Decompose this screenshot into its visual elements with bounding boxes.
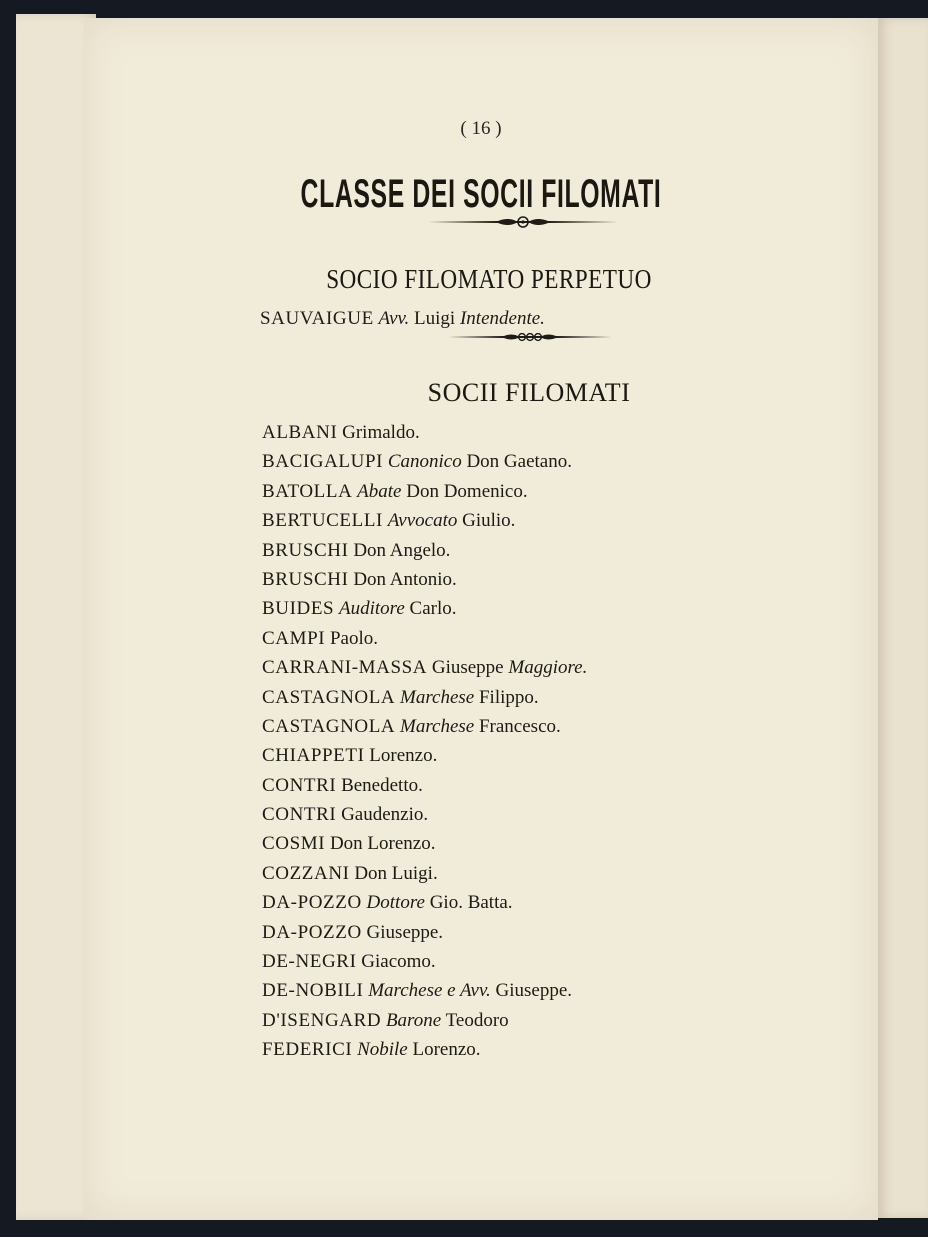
member-name: Grimaldo. xyxy=(342,422,420,443)
list-item xyxy=(262,653,587,682)
member-surname: BATOLLA xyxy=(262,480,353,502)
member-surname: CASTAGNOLA xyxy=(262,715,396,737)
list-item xyxy=(262,1035,587,1064)
member-surname: BRUSCHI xyxy=(262,568,349,590)
page-number: ( 16 ) xyxy=(460,118,502,139)
member-surname: BRUSCHI xyxy=(262,539,349,561)
perpetual-member-heading: SOCIO FILOMATO PERPETUO xyxy=(326,264,652,294)
page-title: CLASSE DEI SOCII FILOMATI xyxy=(300,172,662,216)
member-name: Gaudenzio. xyxy=(341,804,429,826)
member-name: Don Antonio. xyxy=(353,568,457,590)
list-item xyxy=(262,506,587,535)
member-name: Don Angelo. xyxy=(353,539,451,561)
list-item xyxy=(262,1006,587,1035)
member-name: Don Lorenzo. xyxy=(329,833,436,855)
list-item xyxy=(262,565,587,594)
member-role: Intendente. xyxy=(459,308,545,329)
member-title: Nobile xyxy=(357,1039,408,1061)
member-suffix: Maggiore. xyxy=(508,657,588,679)
member-surname: CHIAPPETI xyxy=(262,745,365,767)
list-item xyxy=(262,888,587,917)
right-page-edge xyxy=(878,18,928,1218)
member-surname: D'ISENGARD xyxy=(262,1009,382,1031)
member-surname: CONTRI xyxy=(262,774,337,796)
list-item xyxy=(262,712,587,741)
member-name: Giuseppe. xyxy=(495,980,573,1002)
list-item xyxy=(262,624,587,653)
list-item xyxy=(262,741,587,770)
list-item xyxy=(262,800,587,829)
member-surname: COZZANI xyxy=(262,862,350,884)
member-title: Abate xyxy=(357,480,402,502)
list-item xyxy=(262,418,587,447)
member-name: Filippo. xyxy=(478,686,539,708)
perpetual-member-entry xyxy=(260,308,545,330)
member-name: Francesco. xyxy=(478,715,561,737)
members-list xyxy=(262,418,587,1065)
list-item xyxy=(262,859,587,888)
member-title: Dottore xyxy=(366,892,425,914)
list-item xyxy=(262,594,587,623)
member-name: Benedetto. xyxy=(341,774,423,796)
member-name: Lorenzo. xyxy=(369,745,438,767)
member-name: Don Domenico. xyxy=(406,480,528,502)
list-item xyxy=(262,976,587,1005)
list-item xyxy=(262,947,587,976)
member-name: Giulio. xyxy=(462,510,516,532)
ornament-divider-icon xyxy=(448,330,612,344)
member-surname: CAMPI xyxy=(262,627,326,649)
member-title: Marchese e Avv. xyxy=(368,980,491,1002)
member-name: Giacomo. xyxy=(361,951,436,973)
member-name: Gio. Batta. xyxy=(429,892,513,914)
members-heading: SOCII FILOMATI xyxy=(427,378,631,407)
member-surname: CARRANI-MASSA xyxy=(262,657,428,679)
member-name: Teodoro xyxy=(445,1009,509,1031)
member-title: Canonico xyxy=(387,451,462,473)
member-title: Avvocato xyxy=(387,510,458,532)
member-surname: FEDERICI xyxy=(262,1039,353,1061)
member-name: Carlo. xyxy=(409,598,457,620)
member-surname: DE-NEGRI xyxy=(262,951,357,973)
member-surname: ALBANI xyxy=(262,422,338,443)
member-title: Barone xyxy=(385,1009,442,1031)
list-item xyxy=(262,536,587,565)
member-surname: CASTAGNOLA xyxy=(262,686,396,708)
member-surname: COSMI xyxy=(262,833,326,855)
member-title: Auditore xyxy=(338,598,405,620)
member-surname: BUIDES xyxy=(262,598,335,620)
list-item xyxy=(262,477,587,506)
member-surname: SAUVAIGUE xyxy=(260,308,374,329)
member-name: Giuseppe xyxy=(431,657,504,679)
page xyxy=(84,18,878,1220)
member-surname: DA-POZZO xyxy=(262,892,362,914)
list-item xyxy=(262,829,587,858)
member-title: Avv. xyxy=(378,308,410,329)
member-name: Giuseppe. xyxy=(366,921,444,943)
member-title: Marchese xyxy=(400,686,475,708)
list-item xyxy=(262,771,587,800)
ornament-divider-icon xyxy=(428,214,618,230)
member-title: Marchese xyxy=(400,715,475,737)
member-surname: CONTRI xyxy=(262,804,337,826)
member-surname: BACIGALUPI xyxy=(262,451,384,473)
list-item xyxy=(262,918,587,947)
member-name: Don Gaetano. xyxy=(466,451,572,473)
member-name: Don Luigi. xyxy=(354,862,438,884)
list-item xyxy=(262,447,587,476)
member-surname: DA-POZZO xyxy=(262,921,362,943)
member-surname: BERTUCELLI xyxy=(262,510,383,532)
member-name: Luigi xyxy=(414,308,456,329)
member-surname: DE-NOBILI xyxy=(262,980,364,1002)
member-name: Paolo. xyxy=(329,627,378,649)
list-item xyxy=(262,683,587,712)
member-name: Lorenzo. xyxy=(412,1039,481,1061)
